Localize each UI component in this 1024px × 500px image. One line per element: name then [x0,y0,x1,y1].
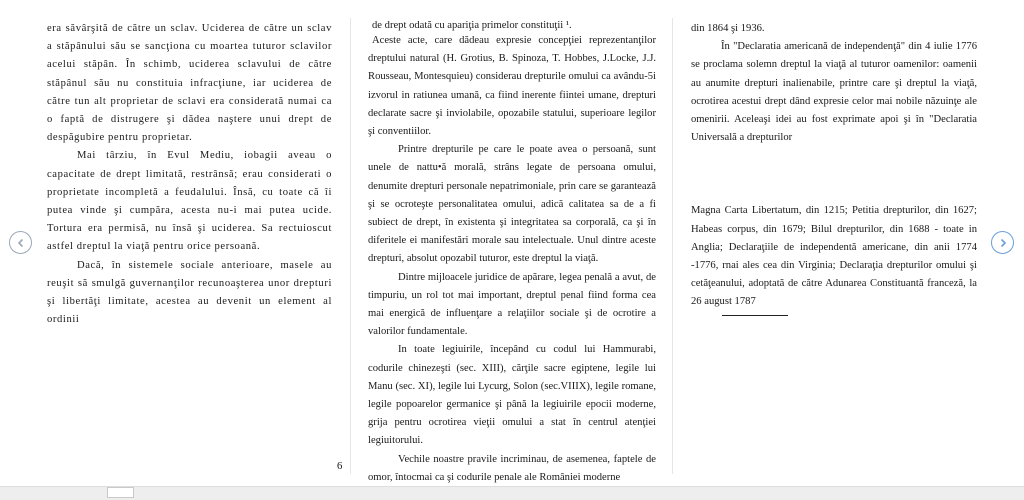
page-number: 6 [337,461,343,472]
next-page-button[interactable] [991,231,1014,254]
page-column-left [47,20,332,329]
chevron-left-icon [16,238,26,248]
page-column-right [691,20,977,312]
paragraph: de drept odată cu apariţia primelor constituţii ¹. [372,20,572,31]
paragraph: Mai târziu, în Evul Mediu, iobagii aveau o capacitate de drept limitată, restrânsă; erau considerati o proprietate incompletă a feudalului. Însă, cu toate că îi putea vinde şi cumpăra, acesta nu-i mai putea ucide. Tortura era permisă, nu însă şi uciderea. Sa rectuioscut astfel dreptul la viaţă pentru orice persoană. [47,150,332,253]
paragraph: Printre drepturile pe care le poate avea o persoană, sunt unele de nattu•ă morală, strâns legate de persoana omului, denumite drepturi personale nepatrimoniale, prin care se garantează şi se ocroteşte personalitatea omului, adică calitatea sa de a fi subiect de drept, în existenta şi integritatea sa corporală, ca şi în diferitele ei manifestări morale sau intelectuale. Unul dintre aceste drepturi, absolut opozabil tuturor, este dreptul la viaţă. [368,144,656,265]
paragraph: Aceste acte, care dădeau expresie concepţiei reprezentanţilor dreptului natural (H. Grotius, B. Spinoza, T. Hobbes, J.Locke, J.J. Rousseau, Montesquieu) considerau drepturile omului ca avându-5i izvorul in ratiunea umană, ca fiind inerente fiintei umane, drepturi declarate sacre şi inviolabile, opozabile statului, superioare legilor şi conventiilor. [368,35,656,138]
paragraph: era săvârşită de către un sclav. Uciderea de către un sclav a stăpânului său se sancţiona cu moartea tuturor sclavilor acelui stăpân. În schimb, uciderea sclavului de către stăpânul său nu constituia infracţiune, iar uciderea de către tun alt proprietar de sclavi era considerată numai ca o faptă de distrugere şi dădea naştere unui drept de despăgubire pentru proprietar. [47,23,332,144]
page-thumbnail-box[interactable] [107,487,134,498]
footnote-text: Magna Carta Libertatum, din 1215; Petitia drepturilor, din 1627; Habeas corpus, din 1679; Bilul drepturilor, din 1688 - toate in Anglia; Declaraţiile de independentă americane, din anii 1774 -1776, rnai ales cea din Virginia; Declaraţia drepturilor omului şi cetăţeanului, adoptată de către Adunarea Constituantă franceză, la 26 august 1787 [691,205,977,308]
paragraph: din 1864 şi 1936. [691,23,765,34]
paragraph: Dacă, în sistemele sociale anterioare, masele au reuşit să smulgă guvernanţilor recunoaşterea unor drepturi şi libertăţi limitate, acestea au devenit un element al ordinii [47,259,332,326]
paragraph: Dintre mijloacele juridice de apărare, legea penală a avut, de timpuriu, un rol tot mai important, dreptul penal fiind forma cea mai energică de influenţare a relaţiilor sociale şi de ocrotire a valorilor fundamentale. [368,271,656,338]
paragraph: In toate legiuirile, începând cu codul lui Hammurabi, codurile chinezeşti (sec. XIII), cărţile sacre egiptene, legile lui Manu (sec. XI), legile lui Lycurg, Solon (sec.VIIIX), legile romane, legile popoarelor germanice şi până la legiuirile epocii moderne, grija pentru ocrotirea vieţii omului a stat în centrul atenţiei legiuitorului. [368,344,656,447]
footnote-separator [722,315,788,316]
chevron-right-icon [998,238,1008,248]
bottom-status-bar [0,486,1024,500]
paragraph: În "Declaratia americană de independenţă" din 4 iulie 1776 se proclama solemn dreptul la viaţă al tuturor oamenilor: oamenii au anumite drepturi inalienabile, printre care şi dreptul la viaţă, ocrotirea acestui drept dând expresie celor mai nobile năzuinţe ale omenirii. Aceleaşi idei au fost exprimate apoi şi în "Declaratia Universală a drepturilor [691,41,977,144]
previous-page-button[interactable] [9,231,32,254]
page-column-middle [368,20,656,487]
column-divider [672,18,673,474]
paragraph: Vechile noastre pravile incriminau, de asemenea, faptele de omor, întocmai ca şi codurile penale ale României moderne [368,453,656,483]
column-divider [350,18,351,474]
